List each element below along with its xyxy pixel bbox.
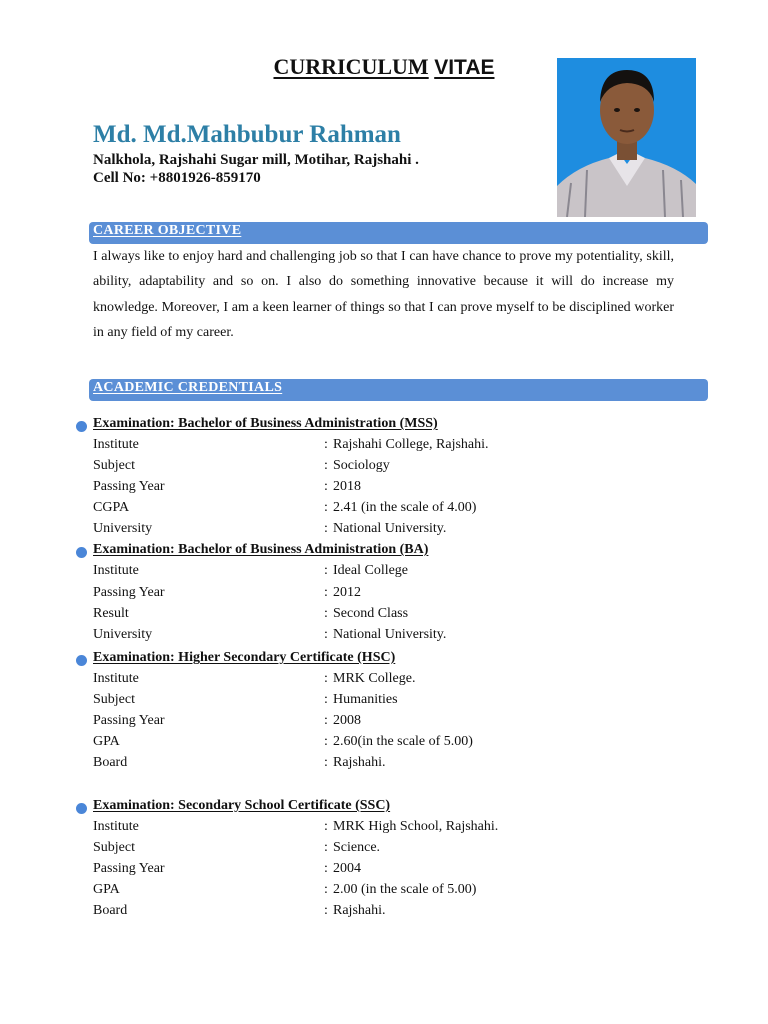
exam-row: Institute : MRK College. [93,671,416,686]
profile-photo-illustration [557,58,696,217]
bullet-dot-icon [76,655,87,666]
candidate-name: Md. Md.Mahbubur Rahman [93,121,401,148]
exam-row: Board : Rajshahi. [93,755,386,770]
row-value: Rajshahi. [333,755,386,770]
row-label: Board [93,755,128,770]
row-label: Passing Year [93,713,165,728]
exam-heading: Examination: Bachelor of Business Administration (MSS) [93,416,438,431]
exam-heading: Examination: Higher Secondary Certificate (HSC) [93,650,396,665]
exam-row: Passing Year : 2008 [93,713,361,728]
candidate-address: Nalkhola, Rajshahi Sugar mill, Motihar, Rajshahi . [93,152,419,168]
row-value: Ideal College [333,563,409,578]
row-label: Passing Year [93,861,165,876]
row-value: MRK High School, Rajshahi. [333,819,499,834]
row-value: National University. [333,627,447,642]
exam-row: GPA : 2.00 (in the scale of 5.00) [93,882,477,897]
row-label: Institute [93,563,139,578]
title-curriculum: CURRICULUM [273,54,429,79]
row-label: Subject [93,840,135,855]
exam-row: CGPA : 2.41 (in the scale of 4.00) [93,500,477,515]
exam-row: Subject : Science. [93,840,381,855]
row-label: GPA [93,882,120,897]
row-value: 2018 [333,479,361,494]
row-value: Second Class [333,606,409,621]
bullet-dot-icon [76,803,87,814]
row-label: Passing Year [93,479,165,494]
exam-row: GPA : 2.60(in the scale of 5.00) [93,734,473,749]
title-vitae: VITAE [434,56,495,79]
exam-row: Result : Second Class [93,606,409,621]
row-label: Board [93,903,128,918]
exam-row: Subject : Humanities [93,692,398,707]
exam-row: Passing Year : 2012 [93,585,361,600]
exam-row: Institute : Ideal College [93,563,409,578]
row-label: CGPA [93,500,130,515]
career-objective-title: CAREER OBJECTIVE [93,223,242,238]
row-label: Subject [93,692,135,707]
career-objective-text: I always like to enjoy hard and challenging job so that I can have chance to prove my potentiality, skill, ability, adaptability and so on. I also do something innovative because it will do increase my knowledge. Moreover, I am a keen learner of things so that I can prove myself to be disciplined worker in any field of my career. [93,249,674,340]
row-label: Subject [93,458,135,473]
exam-row: Board : Rajshahi. [93,903,386,918]
row-value: 2012 [333,585,361,600]
exam-heading: Examination: Secondary School Certificate (SSC) [93,798,391,813]
academic-credentials-title: ACADEMIC CREDENTIALS [93,380,283,395]
row-value: 2.41 (in the scale of 4.00) [333,500,477,515]
row-value: Rajshahi. [333,903,386,918]
row-value: MRK College. [333,671,416,686]
row-label: GPA [93,734,120,749]
exam-row: Institute : Rajshahi College, Rajshahi. [93,437,489,452]
exam-row: Passing Year : 2004 [93,861,361,876]
exam-row: Passing Year : 2018 [93,479,361,494]
row-value: Sociology [333,458,390,473]
row-value: 2008 [333,713,361,728]
row-label: Passing Year [93,585,165,600]
row-value: Rajshahi College, Rajshahi. [333,437,489,452]
row-label: Institute [93,671,139,686]
row-label: University [93,521,153,536]
academic-credentials-bar [89,379,708,401]
exam-row: University : National University. [93,627,447,642]
career-objective-bar [89,222,708,244]
row-label: University [93,627,153,642]
exam-row: University : National University. [93,521,447,536]
profile-photo [557,58,696,217]
row-value: National University. [333,521,447,536]
row-value: Science. [333,840,381,855]
exam-row: Institute : MRK High School, Rajshahi. [93,819,499,834]
candidate-cell: Cell No: +8801926-859170 [93,170,261,186]
row-value: Humanities [333,692,398,707]
row-label: Result [93,606,129,621]
row-value: 2004 [333,861,361,876]
bullet-dot-icon [76,421,87,432]
bullet-dot-icon [76,547,87,558]
row-value: 2.60(in the scale of 5.00) [333,734,473,749]
row-value: 2.00 (in the scale of 5.00) [333,882,477,897]
row-label: Institute [93,437,139,452]
exam-heading: Examination: Bachelor of Business Administration (BA) [93,542,429,557]
exam-row: Subject : Sociology [93,458,390,473]
row-label: Institute [93,819,139,834]
